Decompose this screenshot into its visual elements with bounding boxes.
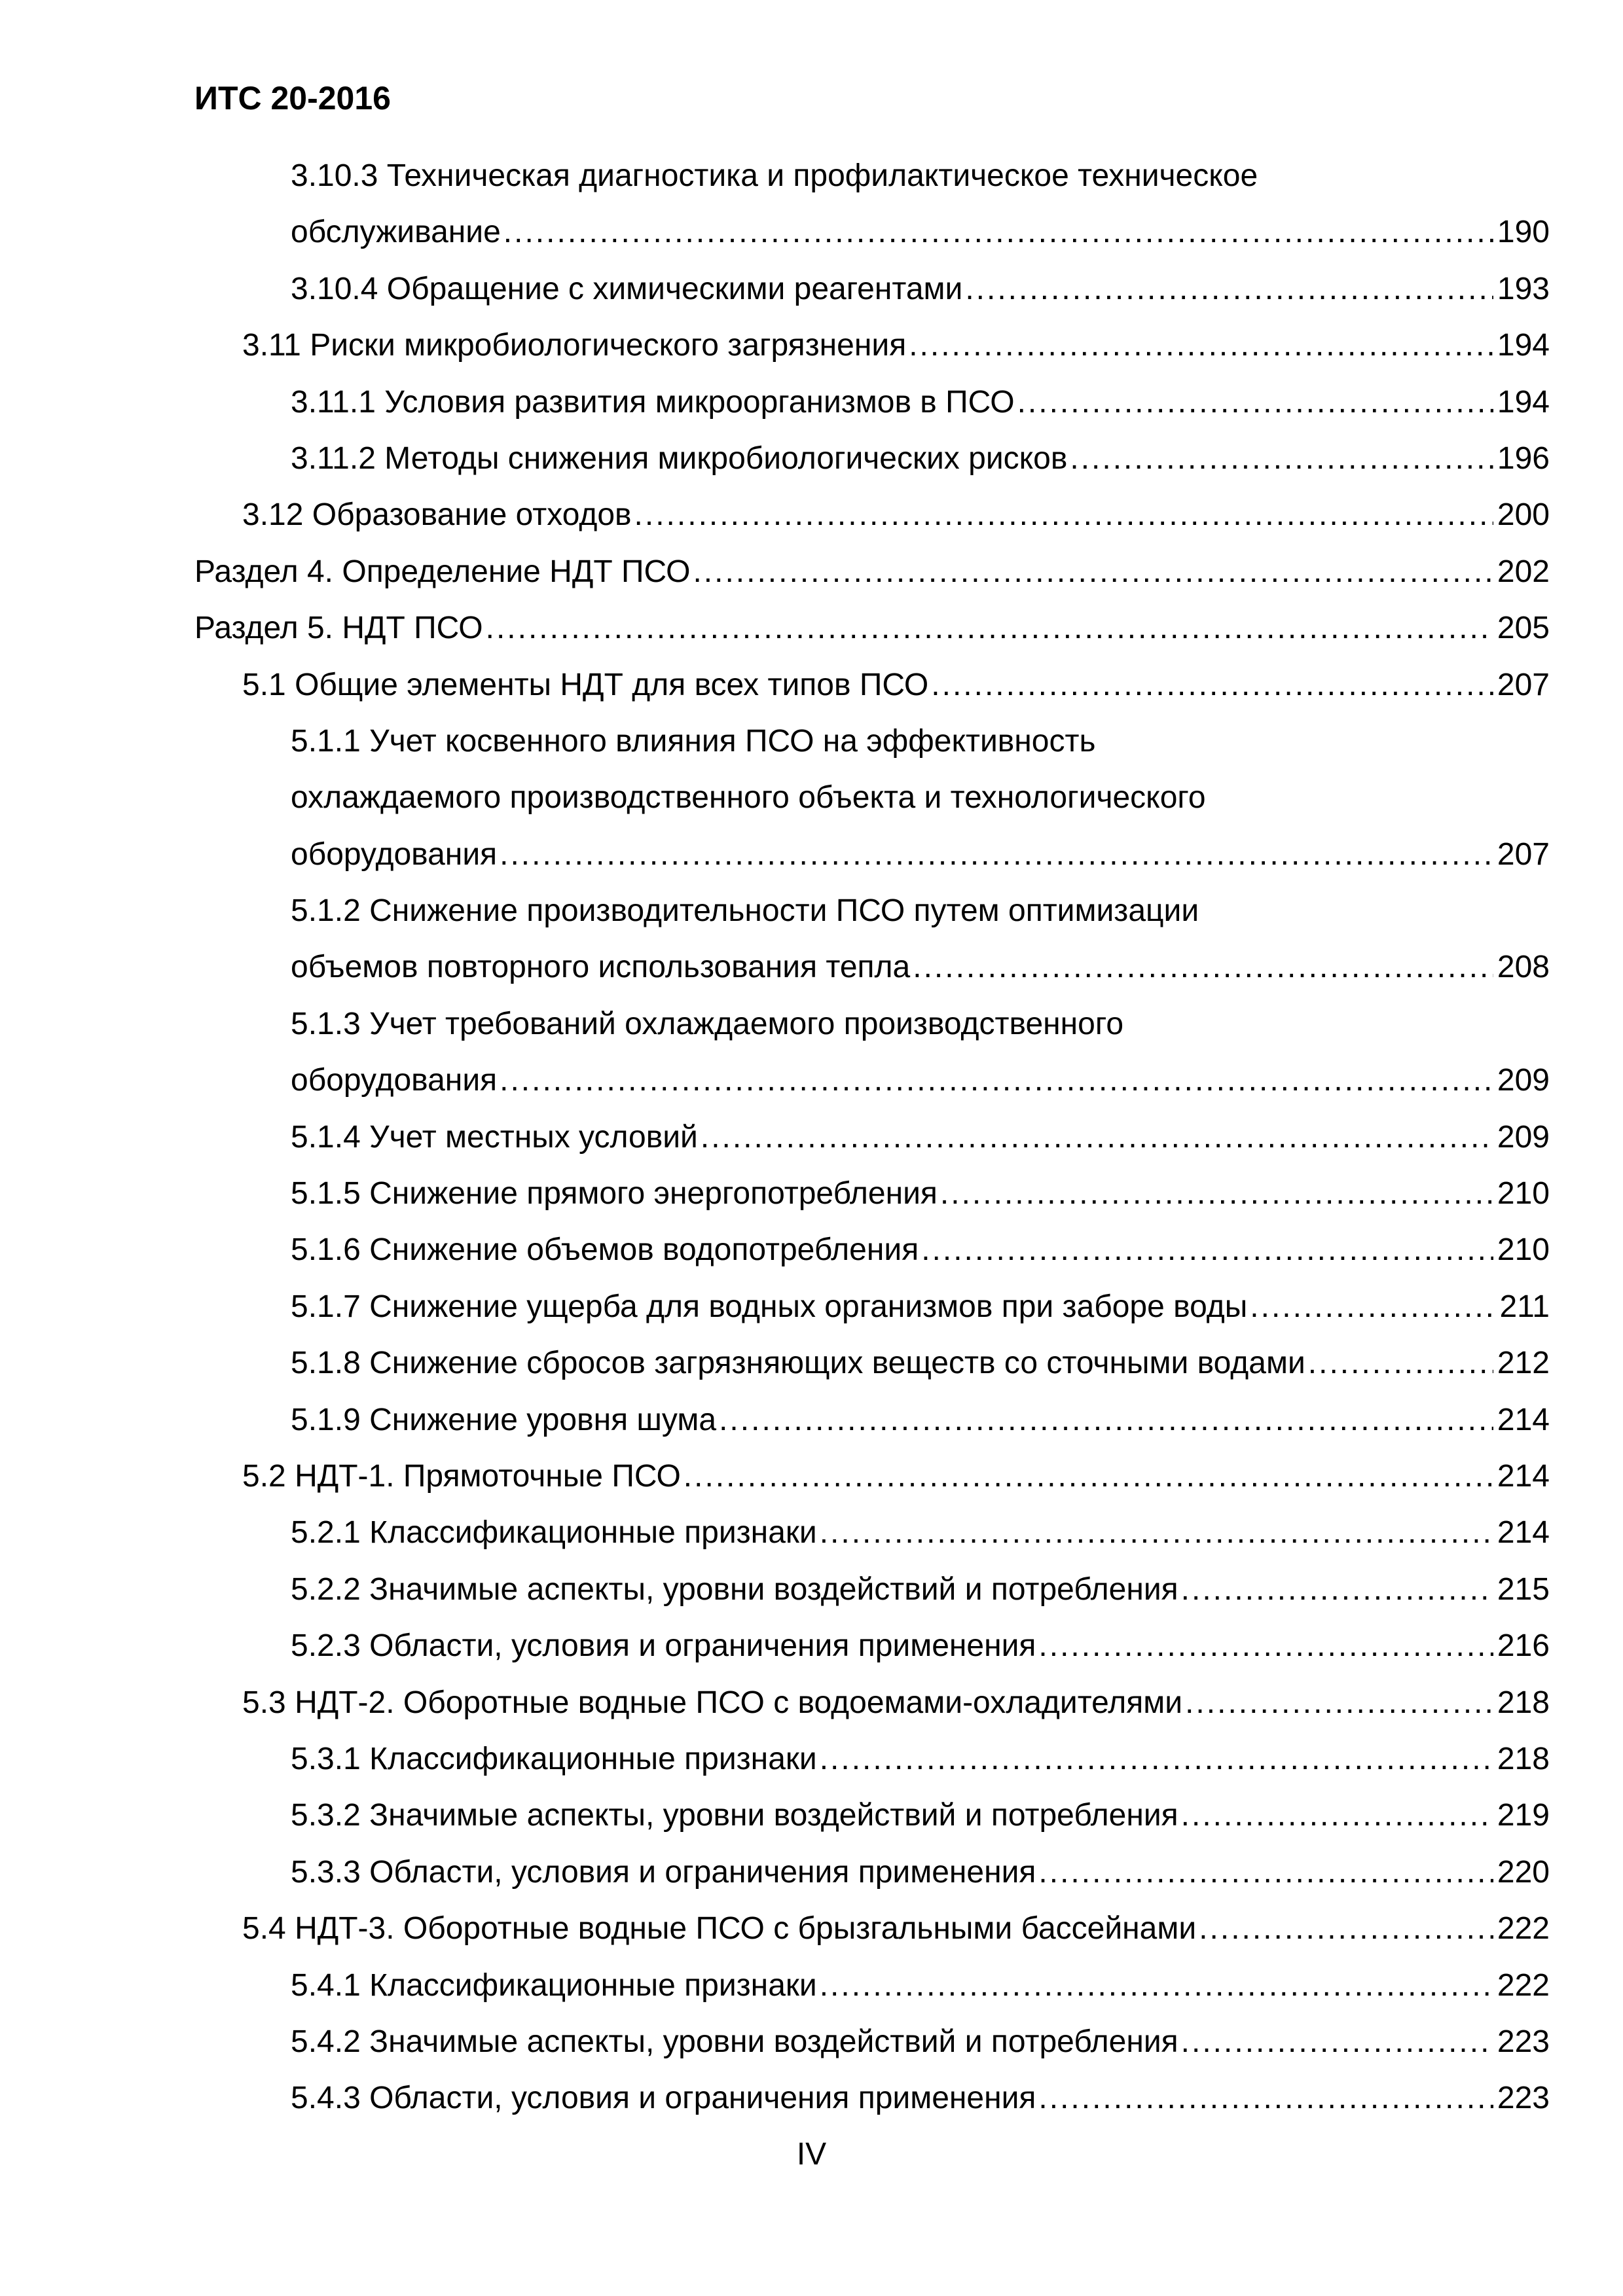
- toc-entry[interactable]: [194, 1392, 1550, 1448]
- toc-entry-page: 215: [1497, 1571, 1550, 1607]
- toc-entry-title: охлаждаемого производственного объекта и технологического: [291, 780, 1206, 816]
- toc-entry[interactable]: [194, 939, 1550, 996]
- toc-dot-leader: [820, 1958, 1493, 2014]
- toc-entry-page: 210: [1497, 1232, 1550, 1268]
- toc-entry-page: 202: [1497, 554, 1550, 589]
- toc-dot-leader: [1181, 1562, 1493, 1618]
- toc-entry[interactable]: [194, 827, 1550, 883]
- toc-entry-title: 3.11.2 Методы снижения микробиологических рисков: [291, 440, 1068, 476]
- toc-entry-title: 3.11 Риски микробиологического загрязнения: [242, 328, 907, 363]
- toc-entry[interactable]: [194, 374, 1550, 431]
- toc-entry[interactable]: [194, 1731, 1550, 1787]
- toc-entry[interactable]: [194, 770, 1550, 826]
- toc-entry[interactable]: [194, 1562, 1550, 1618]
- toc-entry[interactable]: [194, 1958, 1550, 2014]
- toc-entry-title: 5.1.3 Учет требований охлаждаемого производственного: [291, 1006, 1124, 1041]
- toc-entry-page: 209: [1497, 1119, 1550, 1155]
- toc-entry-title: 5.1.2 Снижение производительности ПСО путем оптимизации: [291, 893, 1199, 929]
- toc-entry[interactable]: [194, 1279, 1550, 1335]
- toc-dot-leader: [1038, 1618, 1493, 1674]
- toc-entry-page: 194: [1497, 384, 1550, 420]
- toc-entry[interactable]: [194, 204, 1550, 260]
- toc-entry-title: 5.1.6 Снижение объемов водопотребления: [291, 1232, 919, 1268]
- toc-entry[interactable]: [194, 1222, 1550, 1278]
- toc-entry-title: Раздел 4. Определение НДТ ПСО: [194, 554, 691, 589]
- toc-entry-page: 218: [1497, 1741, 1550, 1776]
- toc-dot-leader: [1185, 1675, 1493, 1731]
- toc-entry-page: 216: [1497, 1628, 1550, 1664]
- toc-dot-leader: [634, 487, 1493, 543]
- table-of-contents: [194, 148, 1550, 2127]
- toc-entry[interactable]: [194, 1901, 1550, 1957]
- toc-dot-leader: [1181, 2014, 1493, 2070]
- toc-dot-leader: [684, 1448, 1493, 1505]
- toc-entry-title: 3.12 Образование отходов: [242, 497, 632, 533]
- toc-entry[interactable]: [194, 883, 1550, 939]
- toc-entry[interactable]: [194, 544, 1550, 600]
- toc-entry-title: 5.1.8 Снижение сбросов загрязняющих веществ со сточными водами: [291, 1346, 1305, 1381]
- toc-dot-leader: [503, 204, 1493, 260]
- toc-entry-page: 200: [1497, 497, 1550, 533]
- toc-entry[interactable]: [194, 1335, 1550, 1391]
- toc-entry-page: 214: [1497, 1402, 1550, 1437]
- toc-entry-title: оборудования: [291, 836, 498, 872]
- toc-entry-page: 222: [1497, 1911, 1550, 1946]
- toc-dot-leader: [820, 1731, 1493, 1787]
- toc-dot-leader: [1017, 374, 1493, 431]
- toc-entry-title: 5.2.3 Области, условия и ограничения применения: [291, 1628, 1036, 1664]
- toc-entry[interactable]: [194, 261, 1550, 317]
- toc-dot-leader: [909, 317, 1493, 374]
- toc-entry[interactable]: [194, 996, 1550, 1052]
- toc-dot-leader: [1250, 1279, 1495, 1335]
- toc-dot-leader: [1038, 2070, 1493, 2126]
- toc-entry-title: 5.1.7 Снижение ущерба для водных организмов при заборе воды: [291, 1289, 1248, 1324]
- toc-entry[interactable]: [194, 431, 1550, 487]
- toc-entry-title: 5.3.2 Значимые аспекты, уровни воздействий и потребления: [291, 1798, 1178, 1833]
- toc-entry-title: 5.3.1 Классификационные признаки: [291, 1741, 817, 1776]
- toc-dot-leader: [693, 544, 1493, 600]
- toc-dot-leader: [940, 1166, 1493, 1222]
- toc-entry-title: обслуживание: [291, 215, 501, 250]
- toc-dot-leader: [921, 1222, 1493, 1278]
- toc-entry-title: 5.2.1 Классификационные признаки: [291, 1515, 817, 1551]
- toc-entry-title: 3.10.3 Техническая диагностика и профилактическое техническое: [291, 158, 1258, 193]
- toc-entry[interactable]: [194, 317, 1550, 374]
- toc-dot-leader: [1199, 1901, 1493, 1957]
- toc-entry-page: 196: [1497, 440, 1550, 476]
- toc-entry-title: 5.2.2 Значимые аспекты, уровни воздействий и потребления: [291, 1571, 1178, 1607]
- toc-entry[interactable]: [194, 1505, 1550, 1561]
- toc-dot-leader: [913, 939, 1493, 996]
- toc-entry-page: 219: [1497, 1798, 1550, 1833]
- toc-entry[interactable]: [194, 487, 1550, 543]
- toc-entry[interactable]: [194, 1448, 1550, 1505]
- toc-entry-page: 194: [1497, 328, 1550, 363]
- toc-entry-title: 5.4 НДТ-3. Оборотные водные ПСО с брызгальными бассейнами: [242, 1911, 1197, 1946]
- toc-entry-title: оборудования: [291, 1063, 498, 1098]
- toc-dot-leader: [719, 1392, 1493, 1448]
- toc-entry-title: 5.1.1 Учет косвенного влияния ПСО на эффективность: [291, 723, 1096, 759]
- toc-entry-title: объемов повторного использования тепла: [291, 950, 911, 985]
- toc-entry-page: 222: [1497, 1967, 1550, 2003]
- toc-entry-page: 205: [1497, 611, 1550, 646]
- toc-entry[interactable]: [194, 1109, 1550, 1166]
- toc-dot-leader: [486, 600, 1493, 656]
- toc-entry-title: 5.3.3 Области, условия и ограничения применения: [291, 1854, 1036, 1890]
- toc-entry-title: 5.4.1 Классификационные признаки: [291, 1967, 817, 2003]
- toc-entry-page: 210: [1497, 1176, 1550, 1211]
- toc-entry-page: 207: [1497, 667, 1550, 702]
- toc-entry-title: 3.10.4 Обращение с химическими реагентами: [291, 271, 963, 306]
- toc-entry-page: 207: [1497, 836, 1550, 872]
- toc-entry-title: 5.2 НДТ-1. Прямоточные ПСО: [242, 1458, 681, 1494]
- toc-entry-page: 190: [1497, 215, 1550, 250]
- toc-entry-page: 214: [1497, 1515, 1550, 1551]
- toc-entry-page: 223: [1497, 2024, 1550, 2059]
- toc-entry-title: 5.1.9 Снижение уровня шума: [291, 1402, 717, 1437]
- toc-entry[interactable]: [194, 2014, 1550, 2070]
- toc-dot-leader: [500, 1052, 1493, 1109]
- document-code-header: ИТС 20-2016: [194, 80, 391, 117]
- toc-dot-leader: [820, 1505, 1493, 1561]
- toc-entry-page: 223: [1497, 2081, 1550, 2116]
- toc-entry-page: 214: [1497, 1458, 1550, 1494]
- toc-entry-page: 209: [1497, 1063, 1550, 1098]
- toc-entry[interactable]: [194, 1618, 1550, 1674]
- toc-entry[interactable]: [194, 1052, 1550, 1109]
- toc-entry[interactable]: [194, 657, 1550, 713]
- toc-entry[interactable]: [194, 1675, 1550, 1731]
- toc-entry[interactable]: [194, 1787, 1550, 1844]
- toc-dot-leader: [965, 261, 1493, 317]
- toc-entry-page: 208: [1497, 950, 1550, 985]
- toc-dot-leader: [931, 657, 1493, 713]
- toc-entry-page: 193: [1497, 271, 1550, 306]
- toc-entry-title: 5.3 НДТ-2. Оборотные водные ПСО с водоемами-охладителями: [242, 1685, 1183, 1720]
- toc-dot-leader: [1308, 1335, 1493, 1391]
- page-number: IV: [796, 2137, 827, 2172]
- toc-entry-title: 5.4.2 Значимые аспекты, уровни воздействий и потребления: [291, 2024, 1178, 2059]
- toc-entry-title: 3.11.1 Условия развития микроорганизмов в ПСО: [291, 384, 1015, 420]
- toc-entry[interactable]: [194, 148, 1550, 204]
- toc-entry-title: Раздел 5. НДТ ПСО: [194, 611, 483, 646]
- toc-entry-title: 5.1.5 Снижение прямого энергопотребления: [291, 1176, 938, 1211]
- toc-entry-title: 5.1 Общие элементы НДТ для всех типов ПСО: [242, 667, 929, 702]
- toc-entry-page: 212: [1497, 1346, 1550, 1381]
- toc-entry-title: 5.1.4 Учет местных условий: [291, 1119, 698, 1155]
- toc-entry[interactable]: [194, 600, 1550, 656]
- toc-dot-leader: [701, 1109, 1493, 1166]
- toc-entry[interactable]: [194, 1844, 1550, 1901]
- toc-dot-leader: [500, 827, 1493, 883]
- toc-dot-leader: [1181, 1787, 1493, 1844]
- toc-entry[interactable]: [194, 713, 1550, 770]
- toc-entry-title: 5.4.3 Области, условия и ограничения применения: [291, 2081, 1036, 2116]
- toc-entry[interactable]: [194, 1166, 1550, 1222]
- toc-dot-leader: [1070, 431, 1493, 487]
- toc-entry-page: 220: [1497, 1854, 1550, 1890]
- toc-entry[interactable]: [194, 2070, 1550, 2126]
- toc-entry-page: 218: [1497, 1685, 1550, 1720]
- toc-entry-page: 211: [1499, 1289, 1550, 1324]
- toc-dot-leader: [1038, 1844, 1493, 1901]
